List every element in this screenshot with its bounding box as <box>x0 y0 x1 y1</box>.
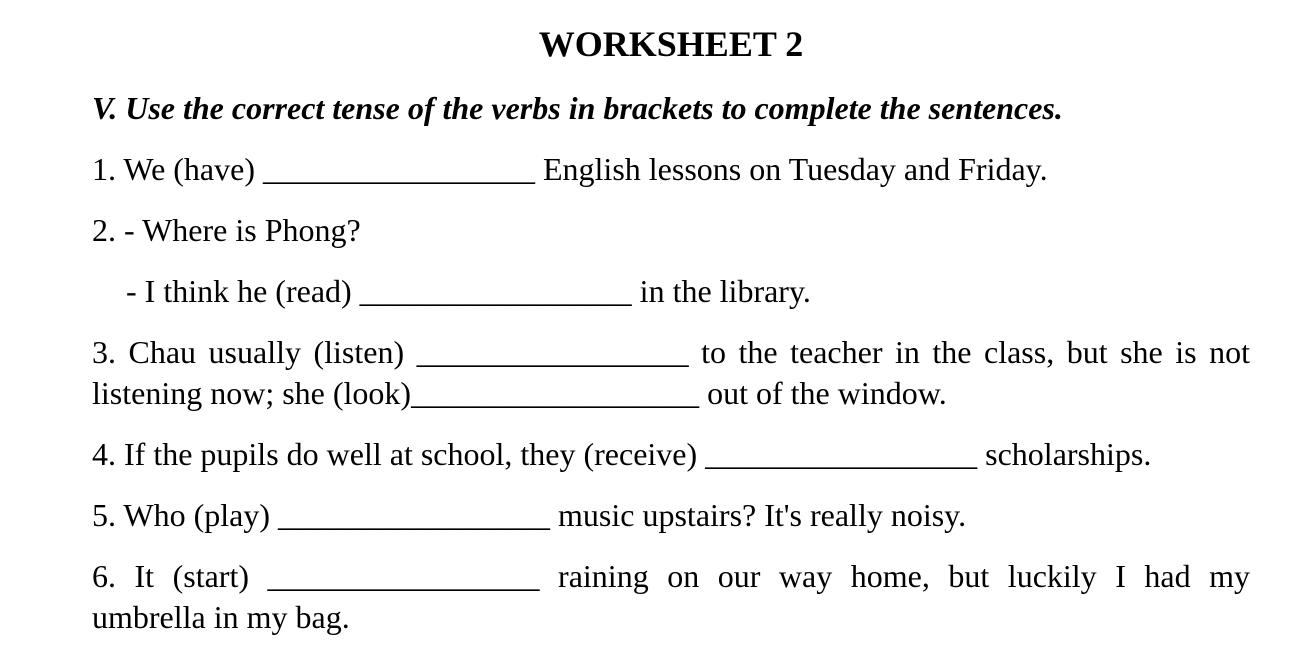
question-1-line-1: 1. We (have) _________________ English lessons on Tuesday and Friday. <box>92 151 1048 187</box>
question-2-line-2: - I think he (read) _________________ in the library. <box>126 273 811 309</box>
question-6-line-1: 6. It (start) _________________ raining on our way home, but luckily I had my <box>92 558 1250 594</box>
question-3-line-2: listening now; she (look)__________________ out of the window. <box>92 375 947 411</box>
question-2-line-1: 2. - Where is Phong? <box>92 212 361 248</box>
worksheet-title: WORKSHEET 2 <box>538 24 804 64</box>
question-5-line-1: 5. Who (play) _________________ music upstairs? It's really noisy. <box>92 497 967 533</box>
question-4-line-1: 4. If the pupils do well at school, they (receive) _________________ scholarships. <box>92 436 1152 472</box>
exercise-instruction: V. Use the correct tense of the verbs in brackets to complete the sentences. <box>92 90 1063 126</box>
question-3-line-1: 3. Chau usually (listen) _________________ to the teacher in the class, but she is not <box>92 334 1250 370</box>
question-6-line-2: umbrella in my bag. <box>92 599 350 635</box>
